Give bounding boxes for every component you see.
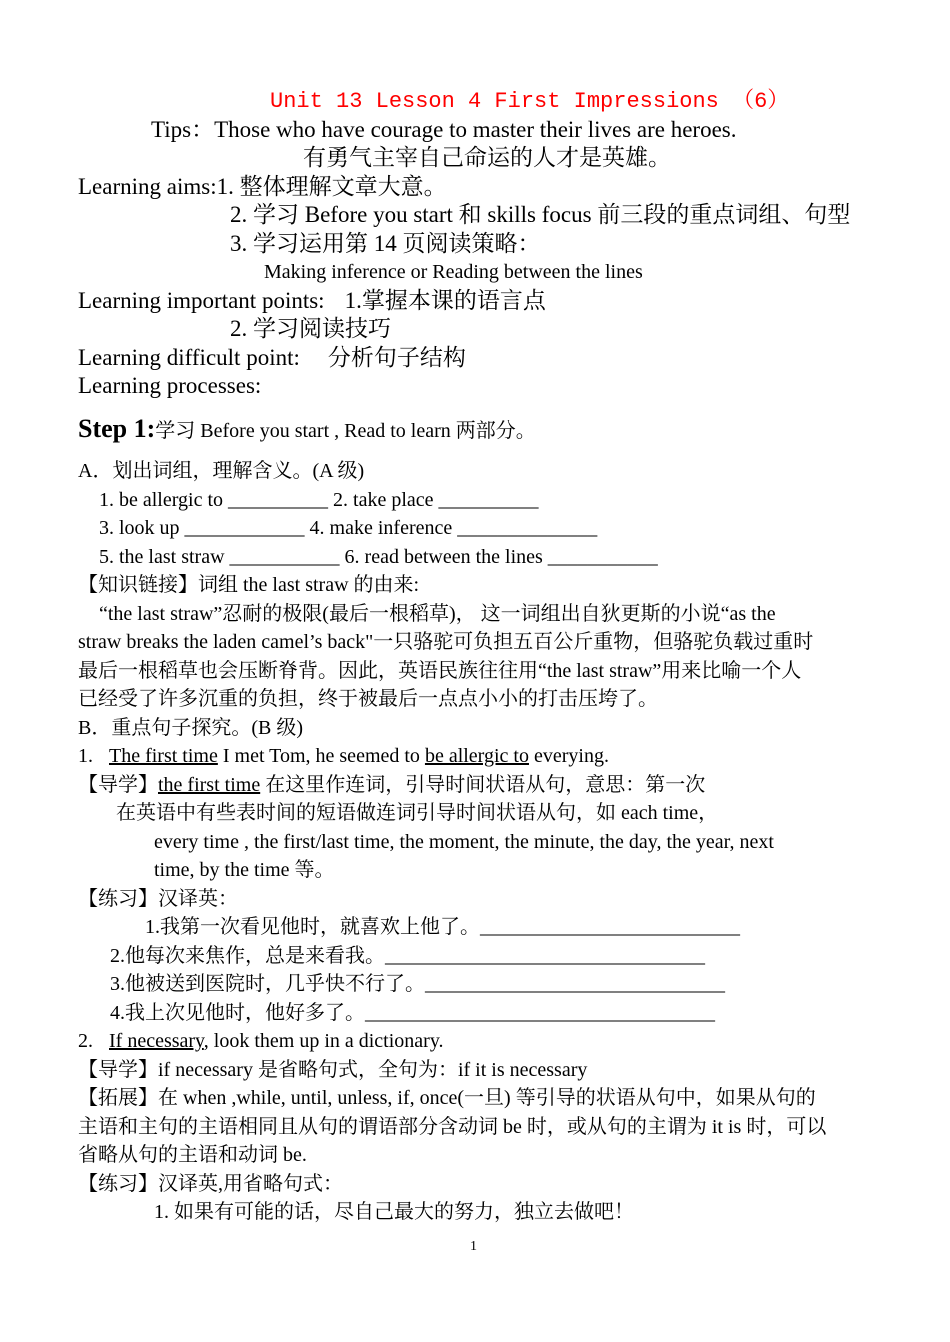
knowledge-link-heading: 【知识链接】词组 the last straw 的由来:	[78, 574, 420, 596]
vocab-row-2: 3. look up ____________ 4. make inference ______________	[99, 517, 598, 539]
extension-line-2: 主语和主句的主语相同且从句的谓语部分含动词 be 时，或从句的主谓为 it is 时，可以	[78, 1116, 827, 1138]
difficult-point-label: Learning difficult point:	[78, 345, 300, 370]
vocab-row-1: 1. be allergic to __________ 2. take place __________	[99, 489, 539, 511]
learning-aims-label: Learning aims:	[78, 174, 217, 199]
sentence-2-text: , look them up in a dictionary.	[203, 1030, 444, 1052]
sentence-1-underlined-phrase-2: be allergic to	[424, 745, 529, 767]
guide-1-tag: 【导学】	[78, 774, 158, 796]
difficult-point	[78, 344, 466, 373]
sentence-1-underlined-phrase: The first time	[109, 745, 218, 767]
knowledge-para-line-4: 已经受了许多沉重的负担，终于被最后一点点小小的打击压垮了。	[78, 688, 658, 710]
sentence-1	[78, 742, 609, 771]
guide-1-line-4: time, by the time 等。	[154, 859, 335, 881]
guide-1-underlined-phrase: the first time	[158, 774, 261, 796]
practice-1-item-2: 2.他每次来焦作，总是来看我。________________________________	[110, 945, 705, 967]
aims-item-2: 2. 学习 Before you start 和 skills focus 前三段的重点词组、句型	[230, 202, 851, 227]
guide-2: 【导学】if necessary 是省略句式，全句为：if it is necessary	[78, 1059, 588, 1081]
step-1-text: 学习 Before you start , Read to learn 两部分。	[155, 420, 536, 442]
important-points-label: Learning important points:	[78, 288, 325, 313]
sentence-1-end: everying.	[528, 745, 609, 767]
important-item-1: 1.掌握本课的语言点	[344, 288, 546, 313]
step-1	[78, 415, 536, 446]
tips-line: Tips：Those who have courage to master their lives are heroes.	[151, 117, 737, 142]
guide-1-line-2: 在英语中有些表时间的短语做连词引导时间状语从句，如 each time，	[116, 802, 719, 824]
extension-line-3: 省略从句的主语和动词 be.	[78, 1144, 307, 1166]
step-1-label: Step 1:	[78, 414, 156, 443]
sentence-1-number: 1.	[78, 745, 93, 767]
learning-aims	[78, 173, 447, 202]
aims-item-3: 3. 学习运用第 14 页阅读策略：	[230, 231, 541, 256]
important-item-2: 2. 学习阅读技巧	[230, 316, 391, 341]
guide-1-text: 在这里作连词，引导时间状语从句，意思：第一次	[260, 774, 706, 796]
section-b-heading: B．重点句子探究。(B 级)	[78, 717, 303, 739]
sentence-1-text: I met Tom, he seemed to	[217, 745, 425, 767]
learning-processes: Learning processes:	[78, 373, 262, 398]
knowledge-para-line-2: straw breaks the laden camel’s back"一只骆驼可负担五百公斤重物，但骆驼负载过重时	[78, 631, 814, 653]
tips-translation: 有勇气主宰自己命运的人才是英雄。	[303, 145, 671, 170]
practice-2-item-1: 1. 如果有可能的话，尽自己最大的努力，独立去做吧！	[154, 1201, 634, 1223]
aims-item-3-sub: Making inference or Reading between the lines	[264, 261, 643, 283]
guide-1	[78, 771, 705, 800]
lesson-title: Unit 13 Lesson 4 First Impressions （6）	[270, 89, 790, 114]
aims-item-1: 1. 整体理解文章大意。	[216, 174, 447, 199]
practice-1-item-1: 1.我第一次看见他时，就喜欢上他了。__________________________	[145, 916, 740, 938]
vocab-row-3: 5. the last straw ___________ 6. read between the lines ___________	[99, 546, 658, 568]
practice-1-heading: 【练习】汉译英：	[78, 888, 238, 910]
sentence-2-number: 2.	[78, 1030, 93, 1052]
section-a-heading: A．划出词组，理解含义。(A 级)	[78, 460, 365, 482]
important-points	[78, 287, 546, 316]
guide-1-line-3: every time , the first/last time, the moment, the minute, the day, the year, next	[154, 831, 774, 853]
knowledge-para-line-1: “the last straw”忍耐的极限(最后一根稻草)， 这一词组出自狄更斯的小说“as the	[99, 603, 776, 625]
practice-1-item-4: 4.我上次见他时，他好多了。___________________________________	[110, 1002, 715, 1024]
page-number: 1	[470, 1239, 477, 1254]
sentence-2-underlined-phrase: If necessary	[109, 1030, 204, 1052]
practice-1-item-3: 3.他被送到医院时，几乎快不行了。______________________________	[110, 973, 725, 995]
knowledge-para-line-3: 最后一根稻草也会压断脊背。因此，英语民族往往用“the last straw”用来比喻一个人	[78, 660, 802, 682]
sentence-2	[78, 1027, 444, 1056]
difficult-point-text: 分析句子结构	[327, 345, 466, 370]
practice-2-heading: 【练习】汉译英,用省略句式：	[78, 1173, 343, 1195]
extension-line-1: 【拓展】在 when ,while, until, unless, if, once(一旦) 等引导的状语从句中，如果从句的	[78, 1087, 816, 1109]
